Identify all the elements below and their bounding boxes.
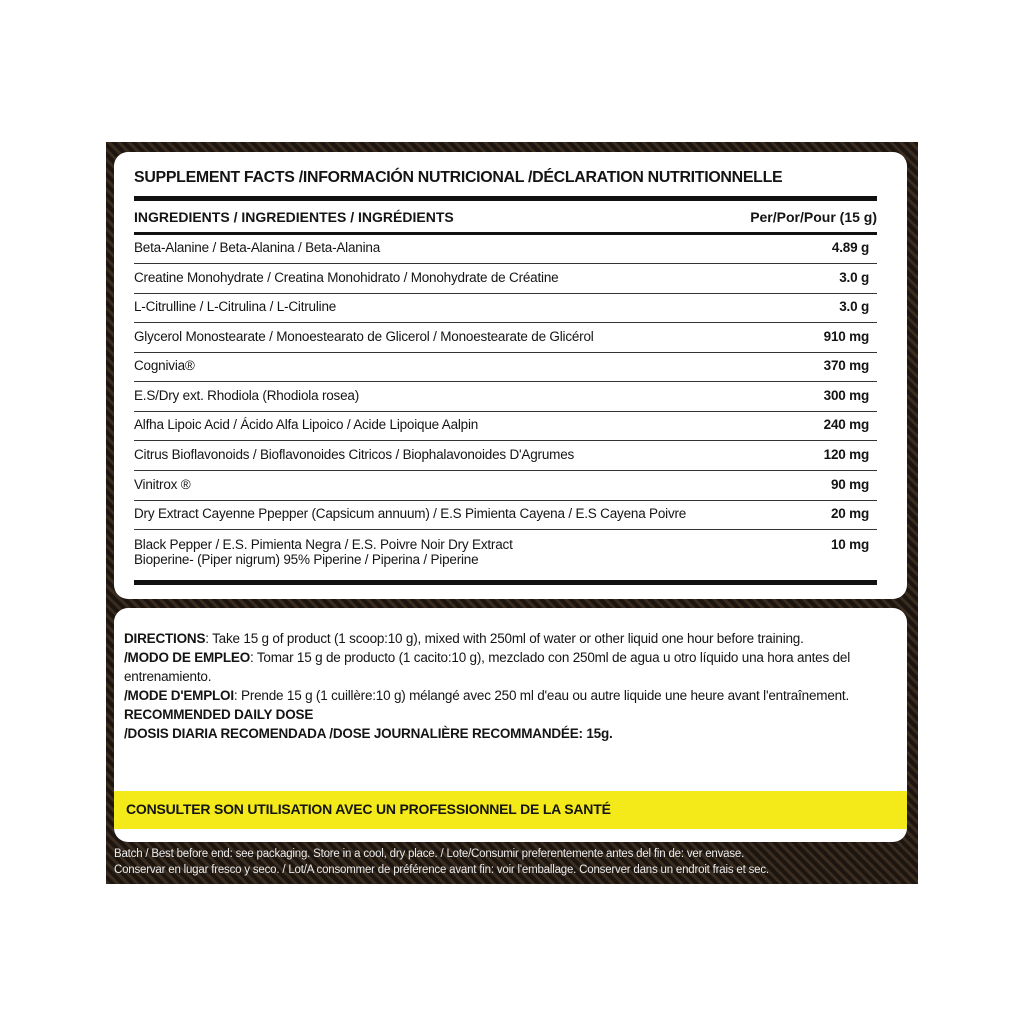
ingredient-row xyxy=(134,299,877,314)
ingredient-amount: 240 mg xyxy=(823,417,869,432)
ingredient-amount: 10 mg xyxy=(830,537,869,552)
ingredient-amount: 3.0 g xyxy=(839,270,869,285)
daily-dose-heading: RECOMMENDED DAILY DOSE xyxy=(124,707,314,722)
row-divider xyxy=(134,293,877,294)
ingredient-amount: 300 mg xyxy=(823,388,869,403)
directions-es xyxy=(124,648,894,686)
ingredient-row xyxy=(134,388,877,403)
ingredient-row xyxy=(134,358,877,373)
header-rule xyxy=(134,232,877,235)
ingredient-name: E.S/Dry ext. Rhodiola (Rhodiola rosea) xyxy=(134,388,360,403)
ingredient-row xyxy=(134,506,877,521)
ingredient-row xyxy=(134,240,877,255)
batch-info xyxy=(114,846,907,878)
daily-dose-value: /DOSIS DIARIA RECOMENDADA /DOSE JOURNALIÈRE RECOMMANDÉE: 15g. xyxy=(124,726,613,741)
ingredient-name: L-Citrulline / L-Citrulina / L-Citruline xyxy=(134,299,337,314)
ingredient-row xyxy=(134,417,877,432)
directions-fr xyxy=(124,686,894,705)
row-divider xyxy=(134,263,877,264)
directions-en-text: : Take 15 g of product (1 scoop:10 g), mixed with 250ml of water or other liquid one hour before training. xyxy=(205,631,804,646)
ingredient-row xyxy=(134,537,877,567)
directions-en xyxy=(124,629,894,648)
facts-title: SUPPLEMENT FACTS /INFORMACIÓN NUTRICIONAL /DÉCLARATION NUTRITIONNELLE xyxy=(134,169,783,186)
ingredient-name: Alfha Lipoic Acid / Ácido Alfa Lipoico / Acide Lipoique Aalpin xyxy=(134,417,479,432)
ingredient-name: Glycerol Monostearate / Monoestearato de Glicerol / Monoestearate de Glicérol xyxy=(134,329,594,344)
health-warning-banner: CONSULTER SON UTILISATION AVEC UN PROFESSIONNEL DE LA SANTÉ xyxy=(114,791,907,829)
bottom-rule xyxy=(134,580,877,585)
ingredient-amount: 4.89 g xyxy=(831,240,869,255)
directions-panel xyxy=(114,608,907,842)
ingredient-row xyxy=(134,477,877,492)
ingredient-name: Dry Extract Cayenne Ppepper (Capsicum annuum) / E.S Pimienta Cayena / E.S Cayena Poivre xyxy=(134,506,687,521)
supplement-facts-panel xyxy=(114,152,907,599)
ingredient-row xyxy=(134,270,877,285)
ingredient-amount: 20 mg xyxy=(830,506,869,521)
directions-es-label: /MODO DE EMPLEO xyxy=(124,650,251,665)
directions-fr-text: : Prende 15 g (1 cuillère:10 g) mélangé avec 250 ml d'eau ou autre liquide une heure avant l'entraînement. xyxy=(233,688,850,703)
ingredient-name: Creatine Monohydrate / Creatina Monohidrato / Monohydrate de Créatine xyxy=(134,270,559,285)
header-ingredients: INGREDIENTS / INGREDIENTES / INGRÉDIENTS xyxy=(134,209,454,225)
batch-line-1: Batch / Best before end: see packaging. Store in a cool, dry place. / Lote/Consumir preferentemente antes del fin de: ver envase. xyxy=(114,848,745,860)
ingredient-amount: 370 mg xyxy=(823,358,869,373)
facts-header-row xyxy=(134,209,877,225)
directions-es-text: : Tomar 15 g de producto (1 cacito:10 g), mezclado con 250ml de agua u otro líquido una hora antes del entrenamiento. xyxy=(124,650,851,684)
directions-text xyxy=(124,629,894,743)
row-divider xyxy=(134,411,877,412)
directions-en-label: DIRECTIONS xyxy=(124,631,206,646)
ingredient-amount: 90 mg xyxy=(830,477,869,492)
ingredient-name-line2: Bioperine- (Piper nigrum) 95% Piperine / Piperina / Piperine xyxy=(134,552,479,567)
title-rule xyxy=(134,196,877,201)
ingredient-amount: 3.0 g xyxy=(839,299,869,314)
row-divider xyxy=(134,381,877,382)
ingredient-name: Black Pepper / E.S. Pimienta Negra / E.S. Poivre Noir Dry Extract xyxy=(134,537,513,552)
ingredient-row xyxy=(134,447,877,462)
ingredient-name: Citrus Bioflavonoids / Bioflavonoides Citricos / Biophalavonoides D'Agrumes xyxy=(134,447,575,462)
ingredient-name: Beta-Alanine / Beta-Alanina / Beta-Alanina xyxy=(134,240,381,255)
ingredient-name: Vinitrox ® xyxy=(134,477,191,492)
ingredient-amount: 120 mg xyxy=(823,447,869,462)
row-divider xyxy=(134,352,877,353)
directions-fr-label: /MODE D'EMPLOI xyxy=(124,688,234,703)
ingredient-name-block xyxy=(134,537,513,567)
row-divider xyxy=(134,500,877,501)
row-divider xyxy=(134,529,877,530)
ingredient-amount: 910 mg xyxy=(823,329,869,344)
ingredient-name: Cognivia® xyxy=(134,358,195,373)
header-serving: Per/Por/Pour (15 g) xyxy=(750,209,877,225)
row-divider xyxy=(134,470,877,471)
batch-line-2: Conservar en lugar fresco y seco. / Lot/A consommer de préférence avant fin: voir l'emballage. Conserver dans un endroit frais et sec. xyxy=(114,864,769,876)
row-divider xyxy=(134,440,877,441)
row-divider xyxy=(134,322,877,323)
ingredient-row xyxy=(134,329,877,344)
